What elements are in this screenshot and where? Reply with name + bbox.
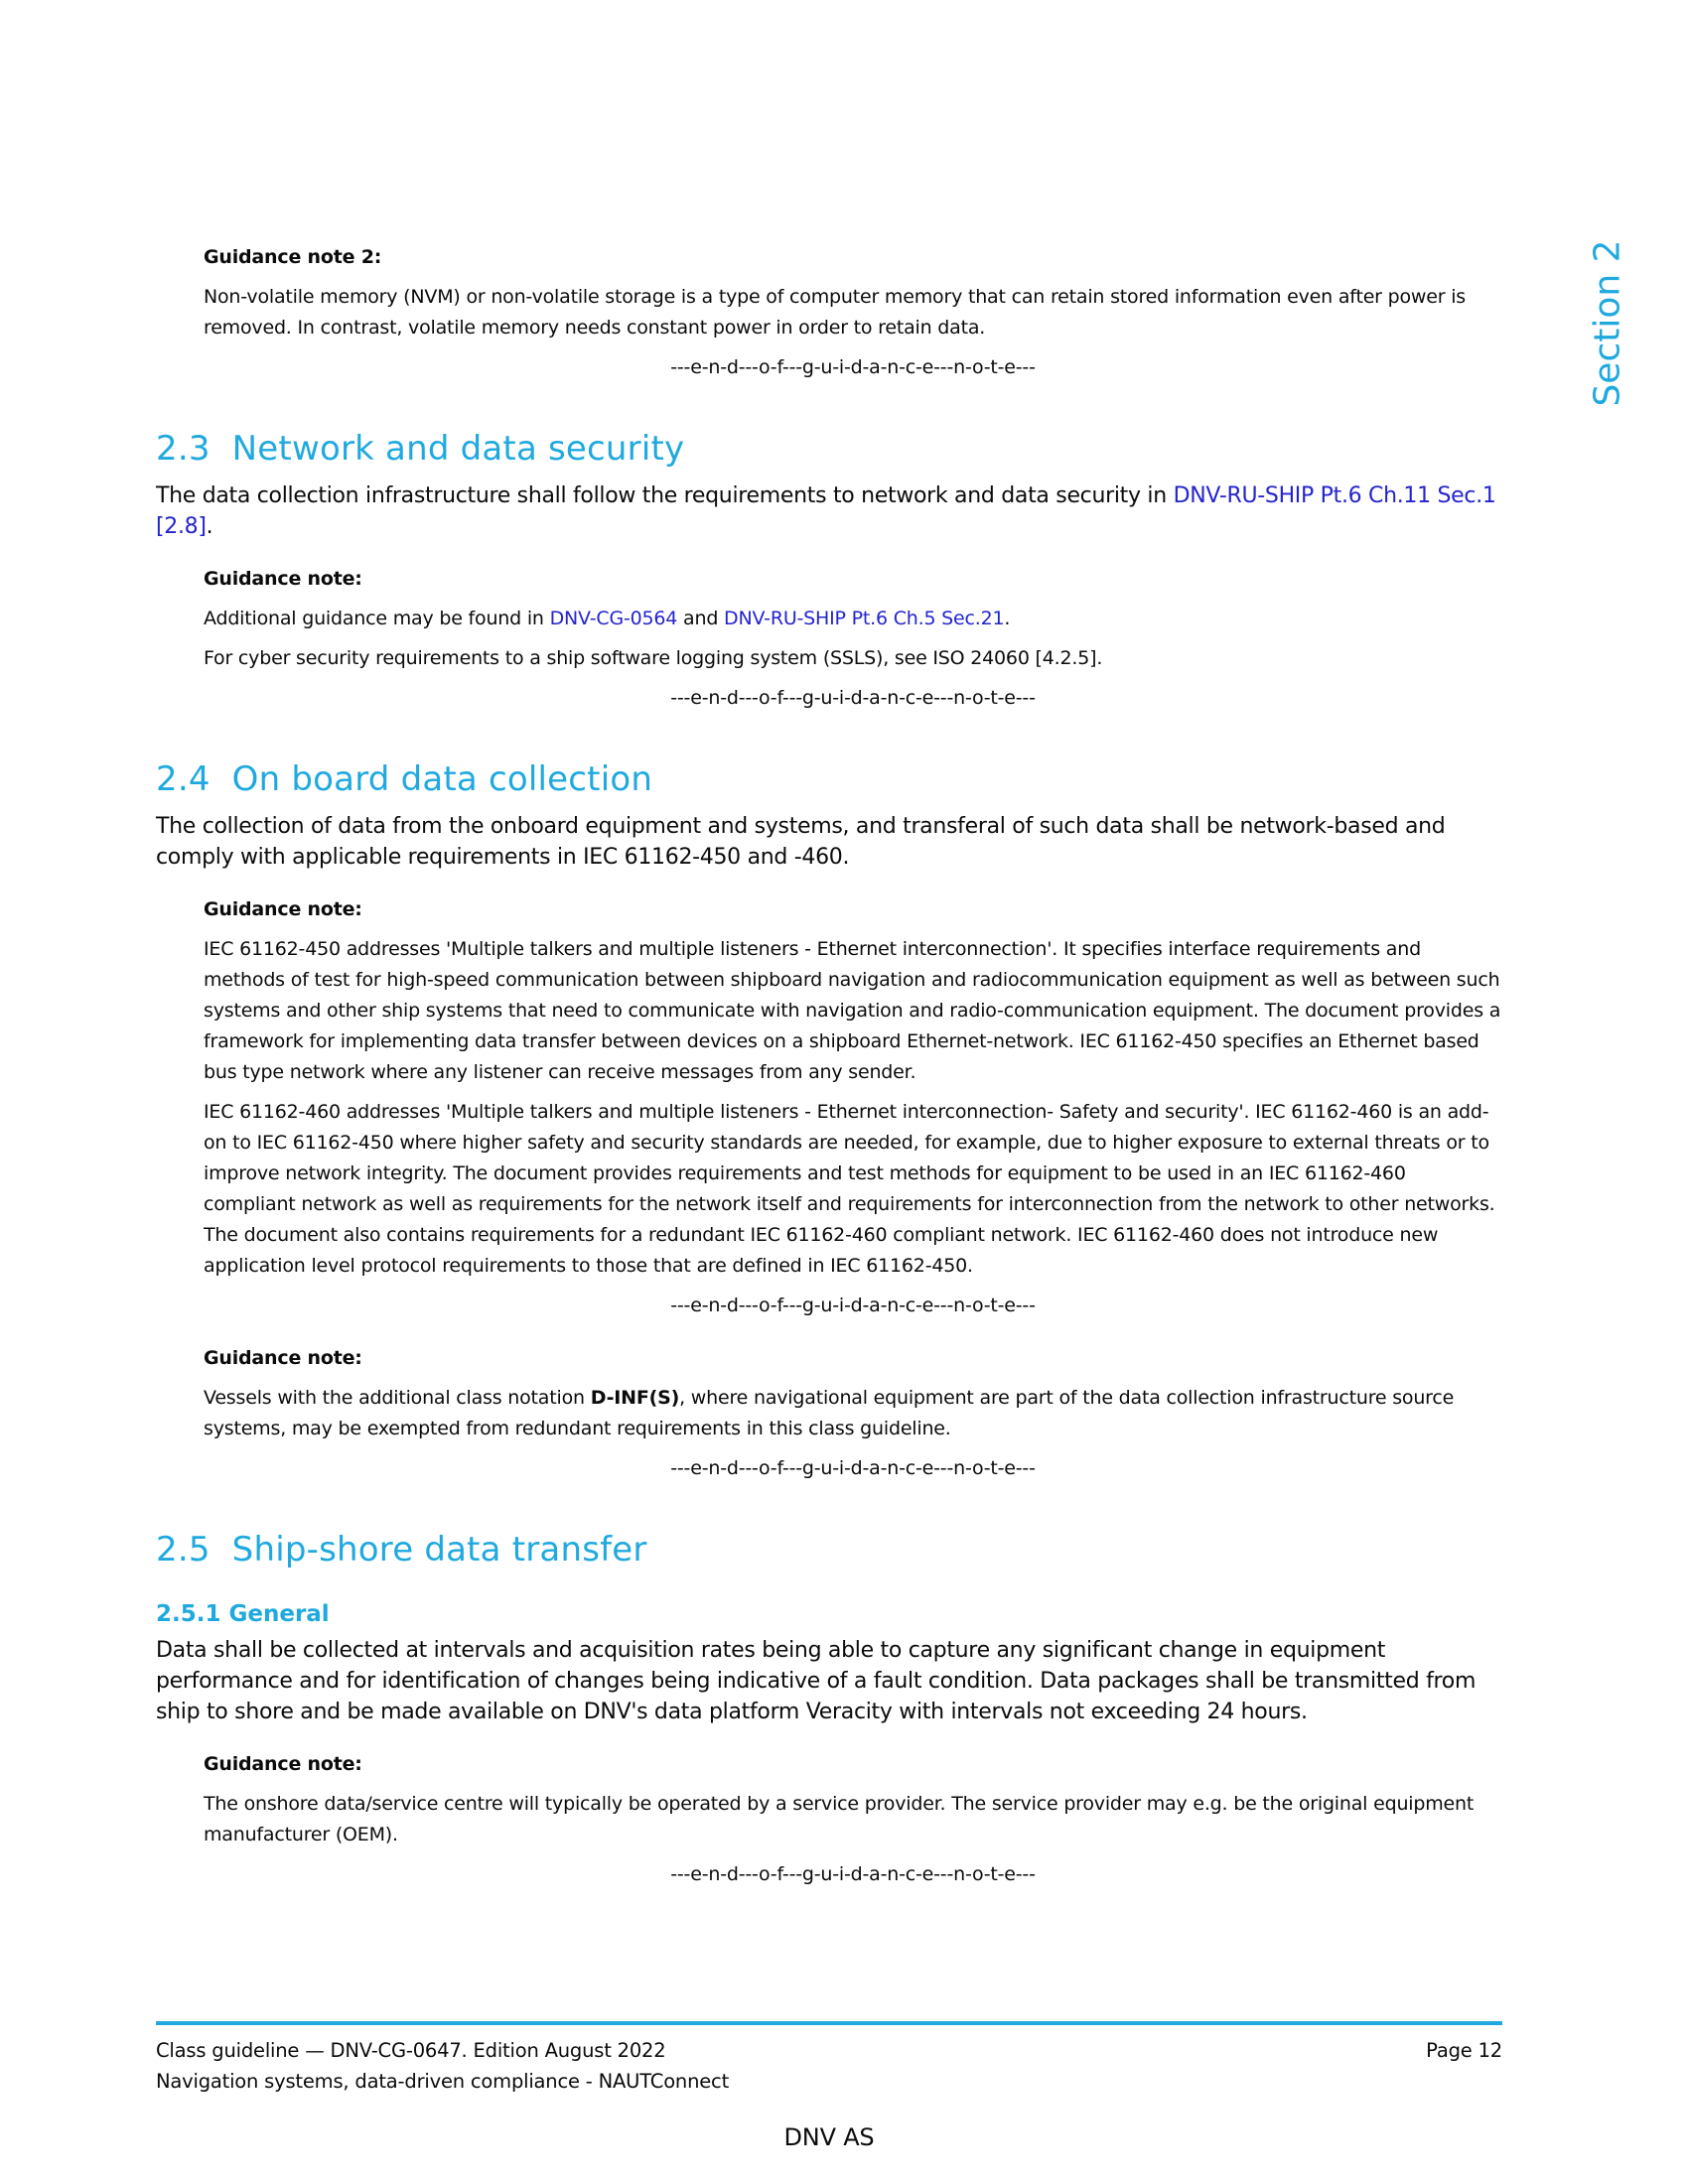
footer-publisher: DNV AS	[783, 2123, 875, 2151]
footer-rule	[156, 2021, 1502, 2025]
section-number: 2.3	[156, 429, 211, 469]
note-text: .	[1004, 608, 1011, 629]
section-2-5-1-paragraph: Data shall be collected at intervals and acquisition rates being able to capture any significant change in equipment performance and for identification of changes being indicative of a fault condition. Data packages shall be transmitted from ship to shore and be made available on DNV's data platform Veracity with intervals not exceeding 24 hours.	[156, 1638, 1477, 1724]
link-dnv-cg-0564[interactable]: DNV-CG-0564	[549, 608, 678, 629]
footer-document-title: Class guideline — DNV-CG-0647. Edition August 2022	[156, 2039, 666, 2062]
end-of-guidance-note: ---e-n-d---o-f---g-u-i-d-a-n-c-e---n-o-t-e---	[670, 356, 1036, 378]
guidance-note-2-label: Guidance note 2:	[204, 246, 382, 268]
footer-row	[156, 2035, 1502, 2066]
end-of-guidance-note: ---e-n-d---o-f---g-u-i-d-a-n-c-e---n-o-t-e---	[670, 1457, 1036, 1479]
guidance-note-2-text: Non-volatile memory (NVM) or non-volatile storage is a type of computer memory that can retain stored information even after power is removed. In contrast, volatile memory needs constant power in order to retain data.	[204, 286, 1466, 339]
guidance-note-paragraph: IEC 61162-450 addresses 'Multiple talkers and multiple listeners - Ethernet interconnection'. It specifies interface requirements and methods of test for high-speed communication between shipboard navigation and radiocommunication equipment as well as between such systems and other ship systems that need to communicate with navigation and radio-communication equipment. The document provides a framework for implementing data transfer between devices on a shipboard Ethernet-network. IEC 61162-450 specifies an Ethernet based bus type network where any listener can receive messages from any sender.	[204, 938, 1501, 1083]
guidance-note-2	[204, 242, 1502, 383]
guidance-note-label: Guidance note:	[204, 898, 362, 920]
guidance-note-2-3	[204, 564, 1502, 714]
section-heading-2-5	[156, 1530, 1502, 1570]
sub-heading-2-5-1: 2.5.1 General	[156, 1601, 330, 1627]
section-title: Ship-shore data transfer	[231, 1530, 647, 1570]
page-footer	[156, 2021, 1502, 2153]
section-title: Network and data security	[231, 429, 685, 469]
guidance-note-line	[204, 604, 1502, 634]
page-content	[156, 242, 1502, 1899]
note-text: Vessels with the additional class notation	[204, 1387, 591, 1409]
end-of-guidance-note: ---e-n-d---o-f---g-u-i-d-a-n-c-e---n-o-t-e---	[670, 1863, 1036, 1885]
section-2-3-paragraph	[156, 480, 1502, 542]
note-text: and	[677, 608, 725, 629]
section-tab-label: Section 2	[1587, 238, 1628, 407]
end-of-guidance-note: ---e-n-d---o-f---g-u-i-d-a-n-c-e---n-o-t-e---	[670, 1295, 1036, 1316]
class-notation-d-inf-s: D-INF(S)	[590, 1387, 680, 1409]
guidance-note-2-4-a	[204, 894, 1502, 1321]
guidance-note-label: Guidance note:	[204, 1347, 362, 1369]
guidance-note-paragraph: IEC 61162-460 addresses 'Multiple talkers and multiple listeners - Ethernet interconnection- Safety and security'. IEC 61162-460 is an add-on to IEC 61162-450 where higher safety and security standards are needed, for example, due to higher exposure to external threats or to improve network integrity. The document provides requirements and test methods for equipment to be used in an IEC 61162-460 compliant network as well as requirements for the network itself and requirements for interconnection from the network to other networks. The document also contains requirements for a redundant IEC 61162-460 compliant network. IEC 61162-460 does not introduce new application level protocol requirements to those that are defined in IEC 61162-450.	[204, 1101, 1495, 1277]
section-tab	[1582, 174, 1633, 472]
link-dnv-ru-ship-pt6-ch11-sec1[interactable]: DNV-RU-SHIP Pt.6 Ch.11 Sec.1 [2.8]	[156, 483, 1496, 539]
guidance-note-2-4-b	[204, 1343, 1502, 1484]
guidance-note-label: Guidance note:	[204, 568, 362, 590]
section-heading-2-3	[156, 429, 1502, 469]
footer-subtitle: Navigation systems, data-driven compliance - NAUTConnect	[156, 2070, 730, 2093]
footer-page-number: Page 12	[1426, 2039, 1502, 2062]
link-dnv-ru-ship-pt6-ch5-sec21[interactable]: DNV-RU-SHIP Pt.6 Ch.5 Sec.21	[724, 608, 1005, 629]
guidance-note-paragraph	[204, 1383, 1502, 1444]
section-number: 2.5	[156, 1530, 211, 1570]
section-number: 2.4	[156, 759, 211, 799]
guidance-note-paragraph: The onshore data/service centre will typically be operated by a service provider. The service provider may e.g. be the original equipment manufacturer (OEM).	[204, 1793, 1475, 1845]
paragraph-text: The data collection infrastructure shall follow the requirements to network and data security in	[156, 483, 1174, 508]
guidance-note-line: For cyber security requirements to a ship software logging system (SSLS), see ISO 24060 [4.2.5].	[204, 647, 1103, 669]
paragraph-text: .	[206, 514, 213, 539]
end-of-guidance-note: ---e-n-d---o-f---g-u-i-d-a-n-c-e---n-o-t-e---	[670, 687, 1036, 709]
section-2-4-paragraph: The collection of data from the onboard equipment and systems, and transferal of such data shall be network-based and comply with applicable requirements in IEC 61162-450 and -460.	[156, 814, 1446, 870]
note-text: , where navigational equipment are part of the data collection infrastructure source systems, may be exempted from redundant requirements in this class guideline.	[204, 1387, 1455, 1439]
guidance-note-label: Guidance note:	[204, 1753, 362, 1775]
guidance-note-2-5-1	[204, 1749, 1502, 1890]
note-text: Additional guidance may be found in	[204, 608, 550, 629]
section-title: On board data collection	[231, 759, 653, 799]
section-heading-2-4	[156, 759, 1502, 799]
